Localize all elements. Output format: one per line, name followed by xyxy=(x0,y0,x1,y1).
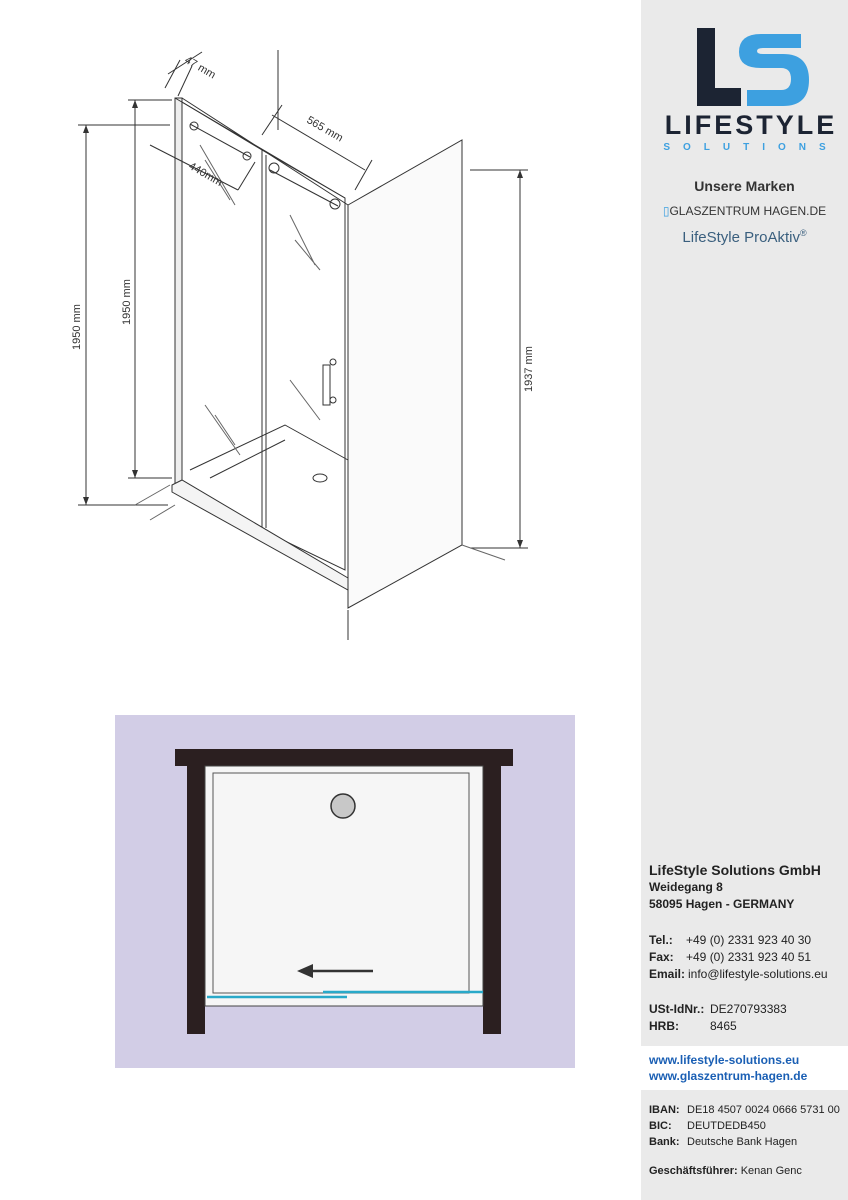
marke-proaktiv: LifeStyle ProAktiv® xyxy=(682,228,807,246)
website-link-lifestyle[interactable]: www.lifestyle-solutions.eu xyxy=(649,1053,800,1067)
fax-value: +49 (0) 2331 923 40 51 xyxy=(686,950,812,964)
left-wall-profile xyxy=(175,98,182,488)
bank-block xyxy=(649,1102,840,1150)
dim-1950-inner-label: 1950 mm xyxy=(121,279,133,325)
hrb-label: HRB: xyxy=(649,1019,679,1033)
gf-label: Geschäftsführer: xyxy=(649,1165,738,1177)
roller-2 xyxy=(243,152,251,160)
shower-tray xyxy=(172,480,348,590)
left-wall xyxy=(187,766,205,1034)
city: 58095 Hagen - GERMANY xyxy=(649,897,795,911)
dim-565-label: 565 mm xyxy=(304,114,345,145)
glaszentrum-logo-icon: ▯ xyxy=(662,204,670,218)
hrb-value: 8465 xyxy=(710,1019,737,1033)
email-value[interactable]: info@lifestyle-solutions.eu xyxy=(688,967,828,981)
floor-plan xyxy=(115,715,575,1068)
dim-1937-label: 1937 mm xyxy=(523,346,535,392)
bic-value: DEUTDEDB450 xyxy=(687,1120,766,1132)
tel-label: Tel.: xyxy=(649,933,673,947)
company-name: LifeStyle Solutions GmbH xyxy=(649,862,821,878)
plan-drain xyxy=(331,794,355,818)
gf-value: Kenan Genc xyxy=(740,1165,802,1177)
web-links-band xyxy=(641,1046,848,1090)
side-wall-panel xyxy=(348,140,462,608)
back-wall xyxy=(175,749,513,766)
fax-label: Fax: xyxy=(649,950,674,964)
ust-label: USt-IdNr.: xyxy=(649,1002,705,1016)
bank-value: Deutsche Bank Hagen xyxy=(687,1136,798,1148)
website-link-glaszentrum[interactable]: www.glaszentrum-hagen.de xyxy=(649,1069,808,1083)
shower-door-technical-drawing xyxy=(0,0,640,700)
right-wall xyxy=(483,766,501,1034)
company-sidebar xyxy=(641,0,848,1200)
logo-subtext: SOLUTIONS xyxy=(663,142,839,153)
dim-440-label: 440mm xyxy=(186,160,225,189)
logo-text: LIFESTYLE xyxy=(664,110,838,140)
door-handle xyxy=(323,365,330,405)
street: Weidegang 8 xyxy=(649,880,723,894)
dim-47-label: 47 mm xyxy=(182,54,218,82)
email-label: Email: xyxy=(649,967,686,981)
managing-director xyxy=(649,1163,802,1180)
drain xyxy=(313,474,327,482)
dim-1950-outer-label: 1950 mm xyxy=(71,304,83,350)
marken-title: Unsere Marken xyxy=(694,178,795,194)
bank-label: Bank: xyxy=(649,1136,680,1148)
registration-block xyxy=(649,1001,787,1035)
lifestyle-logo xyxy=(651,24,848,154)
iban-value: DE18 4507 0024 0666 5731 00 xyxy=(687,1104,840,1116)
roller-3 xyxy=(269,163,279,173)
contact-block xyxy=(649,932,828,983)
iban-label: IBAN: xyxy=(649,1104,680,1116)
company-address xyxy=(649,862,821,913)
marke-glaszentrum: ▯GLASZENTRUM HAGEN.DE xyxy=(662,204,827,218)
bic-label: BIC: xyxy=(649,1120,672,1132)
tel-value[interactable]: +49 (0) 2331 923 40 30 xyxy=(686,933,812,947)
ust-value: DE270793383 xyxy=(710,1002,787,1016)
sliding-glass-door xyxy=(262,150,345,570)
